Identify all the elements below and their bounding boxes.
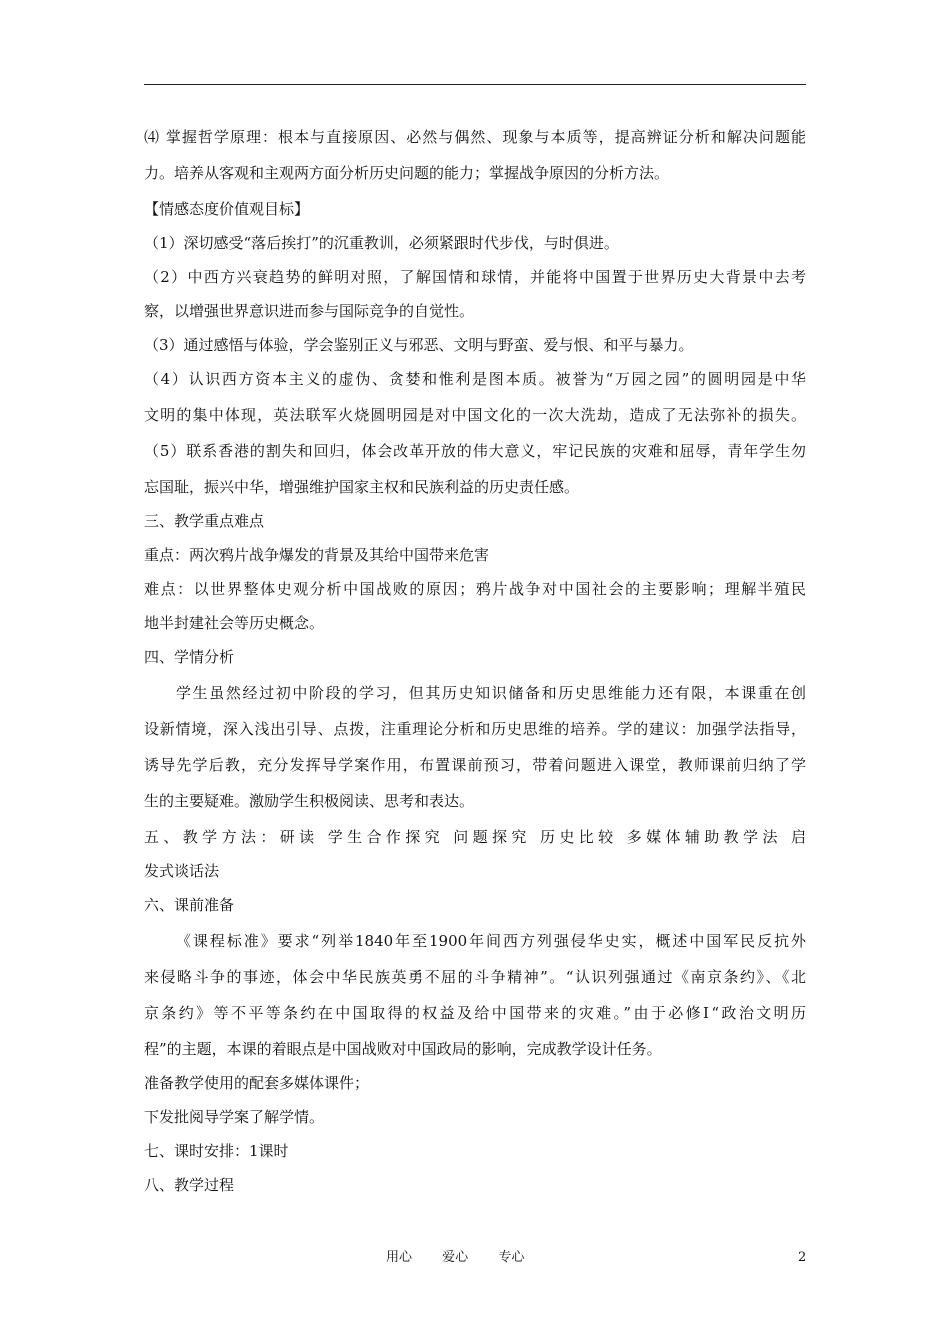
text-line-22: 发式谈话法 <box>144 862 220 880</box>
text-line-17: 学生虽然经过初中阶段的学习，但其历史知识储备和历史思维能力还有限，本课重在创 <box>176 684 806 702</box>
section-heading-5: 五、教学方法：研读 学生合作探究 问题探究 历史比较 多媒体辅助教学法 启 <box>144 828 806 846</box>
footer-item: 专心 <box>498 1250 525 1265</box>
text-line-4: （1）深切感受“落后挨打”的沉重教训，必须紧跟时代步伐，与时俱进。 <box>144 234 619 252</box>
section-heading-6: 六、课前准备 <box>144 896 235 914</box>
section-heading-8: 八、教学过程 <box>144 1176 235 1194</box>
text-line-18: 设新情境，深入浅出引导、点拨，注重理论分析和历史思维的培养。学的建议：加强学法指导， <box>144 720 806 738</box>
text-line-10: （5）联系香港的割失和回归，体会改革开放的伟大意义，牢记民族的灾难和屈辱，青年学生勿 <box>144 442 806 460</box>
text-line-25: 来侵略斗争的事迹，体会中华民族英勇不屈的斗争精神”。“认识列强通过《南京条约》、《北 <box>144 968 806 986</box>
text-line-26: 京条约》等不平等条约在中国取得的权益及给中国带来的灾难。”由于必修Ⅰ“政治文明历 <box>144 1004 806 1022</box>
header-rule <box>144 84 806 85</box>
footer-item: 爱心 <box>442 1250 469 1265</box>
text-line-27: 程”的主题，本课的着眼点是中国战败对中国政局的影响，完成教学设计任务。 <box>144 1040 662 1058</box>
text-line-6: 察，以增强世界意识进而参与国际竞争的自觉性。 <box>144 302 475 320</box>
footer-item: 用心 <box>386 1250 413 1265</box>
text-line-14: 难点：以世界整体史观分析中国战败的原因；鸦片战争对中国社会的主要影响；理解半殖民 <box>144 580 806 598</box>
text-line-20: 生的主要疑难。激励学生积极阅读、思考和表达。 <box>144 792 475 810</box>
text-line-9: 文明的集中体现，英法联军火烧圆明园是对中国文化的一次大洗劫，造成了无法弥补的损失。 <box>144 406 806 424</box>
page-number: 2 <box>798 1250 807 1265</box>
text-line-7: （3）通过感悟与体验，学会鉴别正义与邪恶、文明与野蛮、爱与恨、和平与暴力。 <box>144 336 694 354</box>
text-line-8: （4）认识西方资本主义的虚伪、贪婪和惟利是图本质。被誉为“万园之园”的圆明园是中华 <box>144 370 806 388</box>
text-line-11: 忘国耻，振兴中华，增强维护国家主权和民族利益的历史责任感。 <box>144 478 580 496</box>
text-line-29: 下发批阅导学案了解学情。 <box>144 1108 325 1126</box>
section-heading-7: 七、课时安排：1课时 <box>144 1142 289 1160</box>
text-line-13: 重点：两次鸦片战争爆发的背景及其给中国带来危害 <box>144 546 490 564</box>
text-line-5: （2）中西方兴衰趋势的鲜明对照，了解国情和球情，并能将中国置于世界历史大背景中去考 <box>144 268 806 286</box>
text-line-2: 力。培养从客观和主观两方面分析历史问题的能力；掌握战争原因的分析方法。 <box>144 164 670 182</box>
text-line-1: ⑷ 掌握哲学原理：根本与直接原因、必然与偶然、现象与本质等，提高辨证分析和解决问题能 <box>144 128 806 146</box>
page-footer <box>386 1249 550 1267</box>
text-line-24: 《课程标准》要求“列举1840年至1900年间西方列强侵华史实，概述中国军民反抗外 <box>176 932 806 950</box>
section-heading-affective-goals: 【情感态度价值观目标】 <box>144 200 310 218</box>
section-heading-3: 三、教学重点难点 <box>144 512 265 530</box>
section-heading-4: 四、学情分析 <box>144 648 235 666</box>
text-line-15: 地半封建社会等历史概念。 <box>144 614 325 632</box>
text-line-28: 准备教学使用的配套多媒体课件； <box>144 1074 370 1092</box>
text-line-19: 诱导先学后教，充分发挥导学案作用，布置课前预习，带着问题进入课堂，教师课前归纳了学 <box>144 756 806 774</box>
